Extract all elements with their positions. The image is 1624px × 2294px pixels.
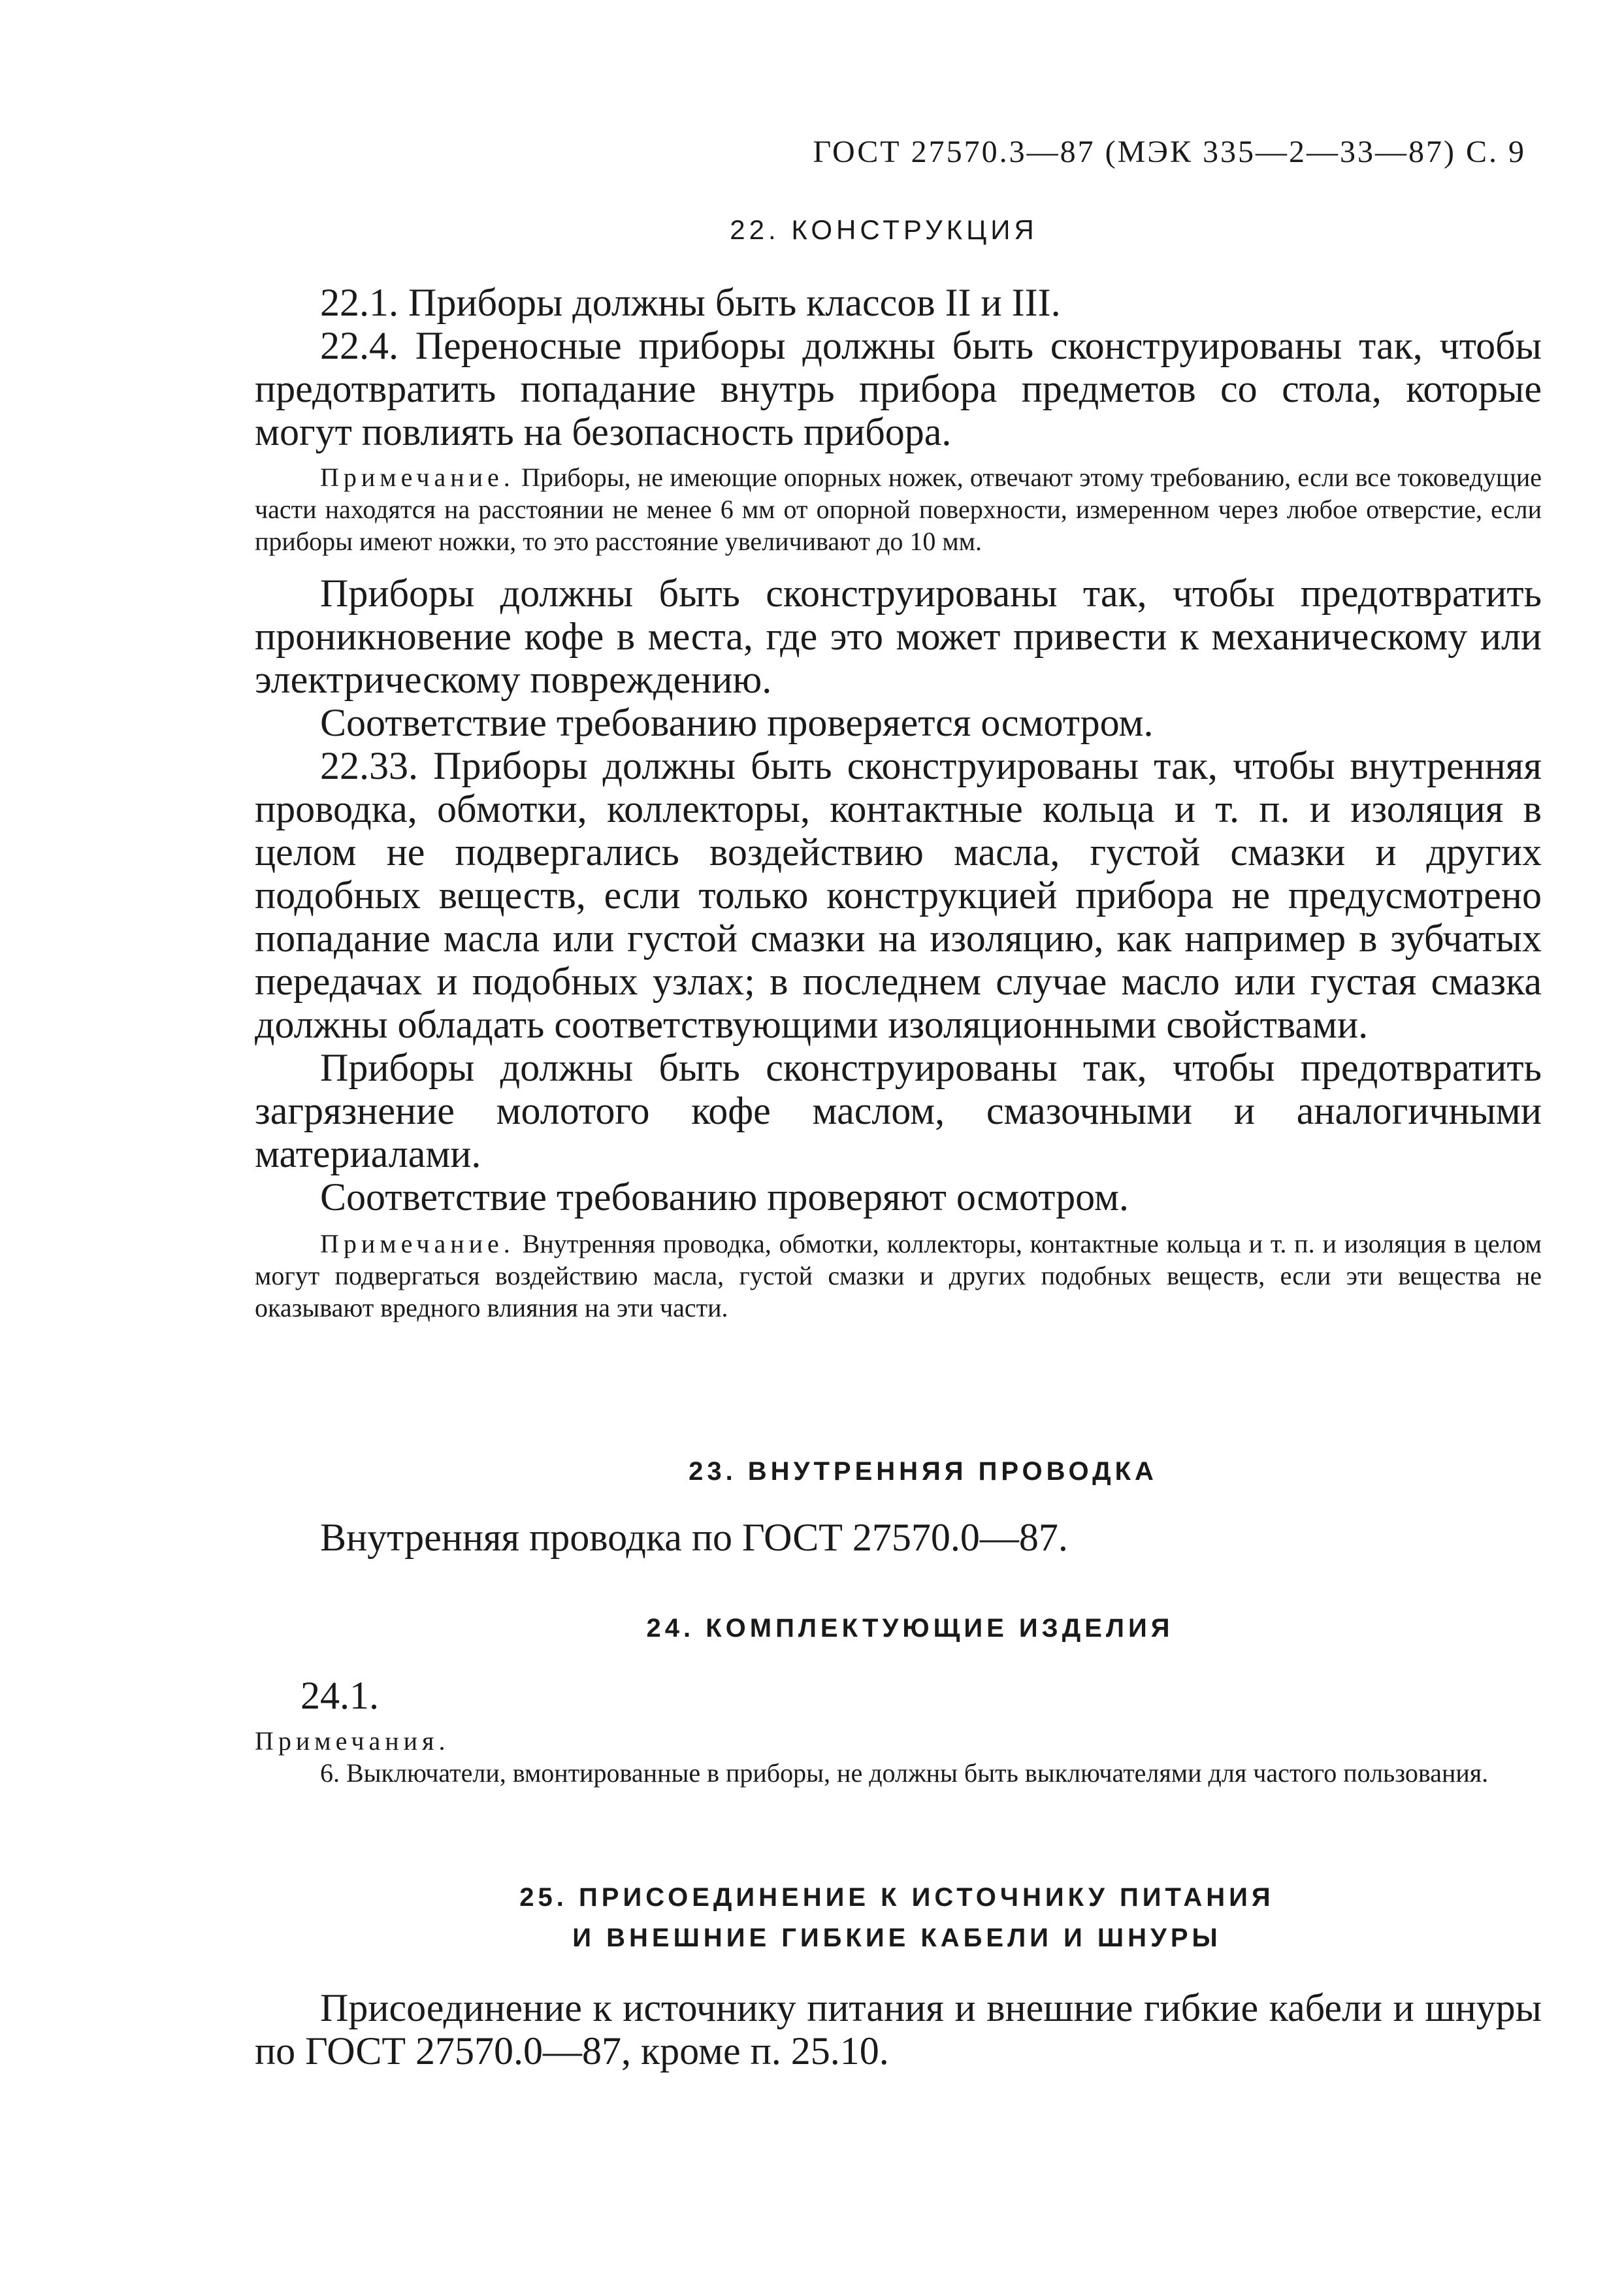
section-23-text: Внутренняя проводка по ГОСТ 27570.0—87.: [320, 1516, 1068, 1559]
note-22-33: [255, 1228, 1542, 1324]
section-22-body: [255, 281, 1542, 1324]
section-22-heading: 22. КОНСТРУКЦИЯ: [730, 214, 1038, 245]
clause-24-1: 24.1.: [300, 1674, 379, 1717]
section-24-heading: 24. КОМПЛЕКТУЮЩИЕ ИЗДЕЛИЯ: [646, 1614, 1174, 1643]
note-label: Примечание.: [320, 1229, 515, 1258]
paragraph-check-2: Соответствие требованию проверяют осмотром.: [320, 1175, 1129, 1219]
paragraph-coffee-penetration: Приборы должны быть сконструированы так, чтобы предотвратить проникновение кофе в места, где это может привести к механическому или электрическому повреждению.: [255, 572, 1542, 701]
section-24-notes-label: Примечания.: [255, 1726, 450, 1756]
note-label: Примечание.: [320, 463, 515, 492]
paragraph-ground-coffee: Приборы должны быть сконструированы так, чтобы предотвратить загрязнение молотого кофе маслом, смазочными и аналогичными материалами.: [255, 1046, 1542, 1175]
page-header: ГОСТ 27570.3—87 (МЭК 335—2—33—87) С. 9: [813, 135, 1526, 169]
section-25-body: [255, 1986, 1542, 2073]
clause-22-33: 22.33. Приборы должны быть сконструированы так, чтобы внутренняя проводка, обмотки, коллекторы, контактные кольца и т. п. и изоляция в целом не подвергались воздействию масла, густой смазки и других подобных веществ, если только конструкцией прибора не предусмотрено попадание масла или густой смазки на изоляцию, как например в зубчатых передачах и подобных узлах; в последнем случае масло или густая смазка должны обладать соответствующими изоляционными свойствами.: [255, 744, 1542, 1046]
section-25-text: Присоединение к источнику питания и внешние гибкие кабели и шнуры по ГОСТ 27570.0—87, кроме п. 25.10.: [255, 1986, 1542, 2073]
section-23-body: [255, 1516, 1542, 1559]
section-25-heading-line-1: 25. ПРИСОЕДИНЕНИЕ К ИСТОЧНИКУ ПИТАНИЯ: [519, 1883, 1275, 1912]
paragraph-check-1: Соответствие требованию проверяется осмотром.: [320, 701, 1154, 744]
note-text: Внутренняя проводка, обмотки, коллекторы, контактные кольца и т. п. и изоляция в целом могут подвергаться воздействию масла, густой смазки и других подобных веществ, если эти вещества не оказывают вредного влияния на эти части.: [255, 1229, 1542, 1322]
clause-22-1: 22.1. Приборы должны быть классов II и III.: [320, 281, 1061, 324]
section-25-heading-line-2: И ВНЕШНИЕ ГИБКИЕ КАБЕЛИ И ШНУРЫ: [572, 1924, 1222, 1952]
clause-22-4: 22.4. Переносные приборы должны быть сконструированы так, чтобы предотвратить попадание внутрь прибора предметов со стола, которые могут повлиять на безопасность прибора.: [255, 324, 1542, 453]
note-text: Приборы, не имеющие опорных ножек, отвечают этому требованию, если все токоведущие части находятся на расстоянии не менее 6 мм от опорной поверхности, измеренном через любое отверстие, если приборы имеют ножки, то это расстояние увеличивают до 10 мм.: [255, 463, 1542, 556]
section-24-body: [255, 1674, 1542, 1789]
note-6: 6. Выключатели, вмонтированные в приборы, не должны быть выключателями для частого пользования.: [320, 1758, 1489, 1788]
section-23-heading: 23. ВНУТРЕННЯЯ ПРОВОДКА: [689, 1457, 1158, 1486]
note-22-4: [255, 461, 1542, 557]
